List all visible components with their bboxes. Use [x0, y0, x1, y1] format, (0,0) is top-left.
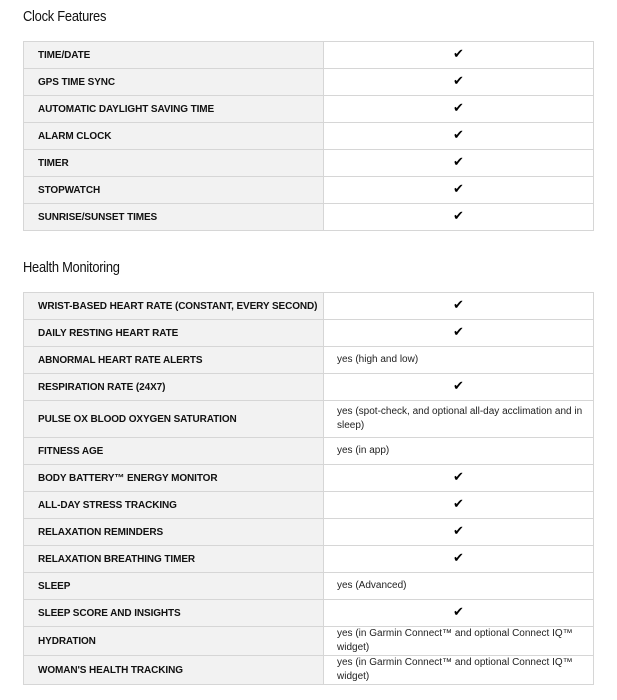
feature-value [324, 600, 594, 627]
feature-label: SLEEP [24, 573, 324, 600]
feature-value: yes (spot-check, and optional all-day acclimation and in sleep) [324, 401, 594, 438]
check-icon: ✔ [453, 470, 464, 485]
feature-label: WRIST-BASED HEART RATE (CONSTANT, EVERY SECOND) [24, 293, 324, 320]
table-row [24, 374, 594, 401]
table-row [24, 627, 594, 656]
feature-value [324, 492, 594, 519]
feature-value [324, 204, 594, 231]
feature-label: STOPWATCH [24, 177, 324, 204]
check-icon: ✔ [453, 605, 464, 620]
section-title-clock-features: Clock Features [23, 8, 107, 25]
feature-label: SLEEP SCORE AND INSIGHTS [24, 600, 324, 627]
table-row [24, 465, 594, 492]
check-icon: ✔ [453, 497, 464, 512]
check-icon: ✔ [453, 298, 464, 313]
check-icon: ✔ [453, 379, 464, 394]
check-icon: ✔ [453, 209, 464, 224]
feature-label: RESPIRATION RATE (24X7) [24, 374, 324, 401]
feature-label: PULSE OX BLOOD OXYGEN SATURATION [24, 401, 324, 438]
table-row [24, 546, 594, 573]
feature-value [324, 177, 594, 204]
table-row [24, 69, 594, 96]
table-row [24, 600, 594, 627]
feature-value [324, 123, 594, 150]
check-icon: ✔ [453, 551, 464, 566]
table-row [24, 656, 594, 685]
check-icon: ✔ [453, 155, 464, 170]
feature-label: RELAXATION REMINDERS [24, 519, 324, 546]
feature-value: yes (Advanced) [324, 573, 594, 600]
clock-features-table [23, 41, 594, 231]
check-icon: ✔ [453, 325, 464, 340]
table-row [24, 150, 594, 177]
feature-label: RELAXATION BREATHING TIMER [24, 546, 324, 573]
feature-label: ABNORMAL HEART RATE ALERTS [24, 347, 324, 374]
feature-value: yes (in app) [324, 438, 594, 465]
table-row [24, 347, 594, 374]
table-row [24, 320, 594, 347]
feature-label: FITNESS AGE [24, 438, 324, 465]
section-title-health-monitoring: Health Monitoring [23, 259, 120, 276]
feature-value [324, 546, 594, 573]
table-row [24, 438, 594, 465]
feature-value [324, 465, 594, 492]
check-icon: ✔ [453, 101, 464, 116]
feature-label: TIMER [24, 150, 324, 177]
feature-label: SUNRISE/SUNSET TIMES [24, 204, 324, 231]
table-row [24, 293, 594, 320]
feature-label: DAILY RESTING HEART RATE [24, 320, 324, 347]
check-icon: ✔ [453, 74, 464, 89]
feature-value [324, 150, 594, 177]
check-icon: ✔ [453, 47, 464, 62]
table-row [24, 177, 594, 204]
feature-label: BODY BATTERY™ ENERGY MONITOR [24, 465, 324, 492]
check-icon: ✔ [453, 182, 464, 197]
feature-value [324, 96, 594, 123]
feature-label: WOMAN'S HEALTH TRACKING [24, 656, 324, 685]
feature-value [324, 519, 594, 546]
table-row [24, 96, 594, 123]
table-row [24, 519, 594, 546]
feature-label: AUTOMATIC DAYLIGHT SAVING TIME [24, 96, 324, 123]
check-icon: ✔ [453, 128, 464, 143]
feature-label: GPS TIME SYNC [24, 69, 324, 96]
check-icon: ✔ [453, 524, 464, 539]
table-row [24, 492, 594, 519]
feature-value [324, 293, 594, 320]
feature-value [324, 69, 594, 96]
table-row [24, 401, 594, 438]
table-row [24, 573, 594, 600]
feature-value [324, 42, 594, 69]
feature-value: yes (high and low) [324, 347, 594, 374]
feature-value [324, 374, 594, 401]
table-row [24, 42, 594, 69]
feature-value: yes (in Garmin Connect™ and optional Connect IQ™ widget) [324, 627, 594, 656]
health-monitoring-table [23, 292, 594, 685]
feature-label: ALL-DAY STRESS TRACKING [24, 492, 324, 519]
feature-label: TIME/DATE [24, 42, 324, 69]
feature-label: ALARM CLOCK [24, 123, 324, 150]
feature-value: yes (in Garmin Connect™ and optional Connect IQ™ widget) [324, 656, 594, 685]
feature-label: HYDRATION [24, 627, 324, 656]
table-row [24, 123, 594, 150]
feature-value [324, 320, 594, 347]
table-row [24, 204, 594, 231]
